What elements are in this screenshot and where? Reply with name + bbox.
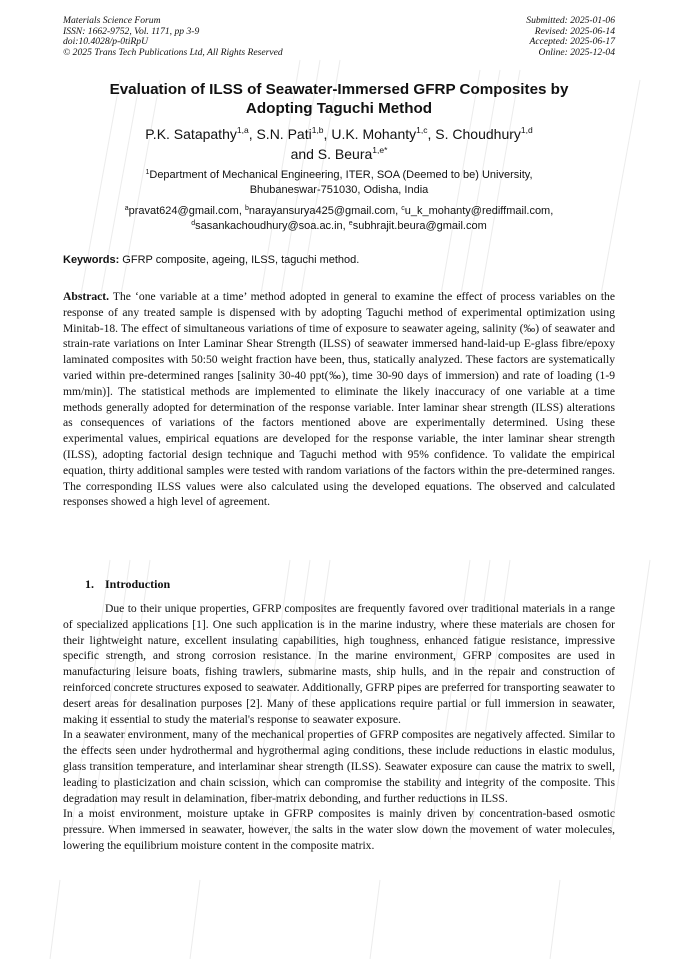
author-affil-sup: 1,a <box>236 125 249 135</box>
journal-issn: ISSN: 1662-9752, Vol. 1171, pp 3-9 <box>63 25 200 37</box>
email-line-2 <box>70 219 608 234</box>
email-address[interactable]: u_k_mohanty@rediffmail.com, <box>404 205 554 217</box>
email-line-1 <box>70 204 608 219</box>
publication-dates <box>526 16 615 58</box>
email-address[interactable]: narayansurya425@gmail.com, <box>248 205 402 217</box>
affiliation-sup: 1 <box>145 169 150 176</box>
title-line-2: Adopting Taguchi Method <box>245 100 433 117</box>
intro-paragraph-3: In a moist environment, moisture uptake in GFRP composites is mainly driven by concentration-based osmotic pressure. When immersed in seawater, however, the salts in the water slow down the movement of water molecules, lowering the equilibrium moisture content in the composite matrix. <box>63 807 615 852</box>
author-line-1 <box>70 124 608 144</box>
email-sup: c <box>401 205 405 212</box>
author-affil-sup: 1,b <box>311 125 324 135</box>
date-accepted: Accepted: 2025-06-17 <box>529 36 615 48</box>
section-title: Introduction <box>105 577 171 591</box>
author-affil-sup: 1,d <box>520 125 533 135</box>
paper-title <box>70 80 608 118</box>
email-address[interactable]: pravat624@gmail.com, <box>128 205 245 217</box>
author-separator: , <box>323 126 332 142</box>
affiliation-line-2: Bhubaneswar-751030, Odisha, India <box>249 184 429 196</box>
email-address[interactable]: sasankachoudhury@soa.ac.in, <box>195 220 349 232</box>
author-emails <box>70 204 608 234</box>
author-affil-sup: 1,c <box>416 125 428 135</box>
author-name: and S. Beura <box>290 146 373 162</box>
author-name: S. Choudhury <box>435 126 521 142</box>
keywords-text: GFRP composite, ageing, ILSS, taguchi method. <box>119 254 360 266</box>
keywords <box>63 253 615 267</box>
affiliation-line-1 <box>70 168 608 183</box>
title-line-1: Evaluation of ILSS of Seawater-Immersed GFRP Composites by <box>109 81 569 98</box>
author-separator: , <box>427 126 436 142</box>
author-affil-sup: 1,e* <box>372 145 388 155</box>
date-online: Online: 2025-12-04 <box>538 46 615 58</box>
keywords-label: Keywords: <box>63 254 120 266</box>
email-sup: e <box>348 220 353 227</box>
affiliation-text: Department of Mechanical Engineering, ITER, SOA (Deemed to be) University, <box>149 169 533 181</box>
introduction-body <box>63 601 615 854</box>
email-sup: d <box>191 220 196 227</box>
author-list <box>70 124 608 164</box>
section-heading-introduction <box>85 577 170 591</box>
section-number: 1. <box>85 577 94 591</box>
intro-paragraph-1: Due to their unique properties, GFRP composites are frequently favored over traditional materials in a range of specialized applications [1]. One such application is in the marine industry, where these materials are chosen for their lightweight nature, excellent insulating capabilities, high toughness, enhanced fatigue resistance, impressive specific strength, and strong corrosion resistance. In the marine environment, GFRP composites are used in manufacturing leisure boats, fishing trawlers, submarine masts, ship hulls, and in the repair and construction of reinforced concrete structures exposed to seawater. Additionally, GFRP pipes are preferred for transporting seawater to desert areas for desalination purposes [2]. Many of these applications require partial or full immersion in seawater, making it essential to study the material's response to seawater exposure. <box>63 602 615 726</box>
author-name: P.K. Satapathy <box>145 126 237 142</box>
date-submitted: Submitted: 2025-01-06 <box>526 15 615 26</box>
journal-name: Materials Science Forum <box>63 15 161 26</box>
email-sup: a <box>124 205 129 212</box>
journal-info <box>63 16 283 58</box>
email-address[interactable]: subhrajit.beura@gmail.com <box>352 220 487 232</box>
abstract-text: The ‘one variable at a time’ method adopted in general to examine the effect of process variables on the response of any treated sample is dispensed with by adopting Taguchi method of experimental optimization using Minitab-18. The effect of simultaneous variations of time of exposure to seawater ageing, salinity (‰) of seawater and strain-rate variations on Inter Laminar Shear Strength (ILSS) of seawater immersed hand-laid-up E-glass fibre/epoxy laminated composites with 50:50 weight fraction have been, thus, statically analyzed. These factors are systematically varied within pre-determined ranges [salinity 30-40 ppt(‰), time 30-90 days of immersion) and rate of loading (1-9 mm/min)]. The statistical methods are implemented to eliminate the likely inaccuracy of one variable at a time methods generally adopted for determination of the response variable. Inter laminar shear strength (ILSS) alterations as consequences of variations of the factors mentioned above are experimentally determined. Using these experimental values, empirical equations are developed for the response variable, the inter laminar shear strength (ILSS), adopting factorial design technique and Taguchi method with 95% confidence. To validate the empirical equation, thirty additional samples were tested with random variations of the factors within the pre-determined ranges. The corresponding ILSS values were also calculated using the developed equations. The observed and calculated responses showed a high level of agreement. <box>63 290 615 509</box>
author-name: S.N. Pati <box>256 126 312 142</box>
journal-copyright: © 2025 Trans Tech Publications Ltd, All Rights Reserved <box>63 46 283 58</box>
email-sup: b <box>244 205 249 212</box>
author-separator: , <box>248 126 257 142</box>
abstract-label: Abstract. <box>63 290 110 303</box>
journal-doi: doi:10.4028/p-0tiRpU <box>63 36 149 48</box>
abstract <box>63 289 615 510</box>
date-revised: Revised: 2025-06-14 <box>534 25 615 37</box>
intro-paragraph-2: In a seawater environment, many of the mechanical properties of GFRP composites are negatively affected. Similar to the effects seen under hydrothermal and hygrothermal aging conditions, these include reductions in elastic modulus, glass transition temperature, and interlaminar shear strength (ILSS). Seawater exposure can cause the matrix to swell, leading to plasticization and chain scission, which can compromise the stability and integrity of the composite. This degradation may result in delamination, fiber-matrix debonding, and further reductions in ILSS. <box>63 728 615 805</box>
author-line-2 <box>70 144 608 164</box>
author-name: U.K. Mohanty <box>331 126 417 142</box>
affiliation <box>70 168 608 198</box>
